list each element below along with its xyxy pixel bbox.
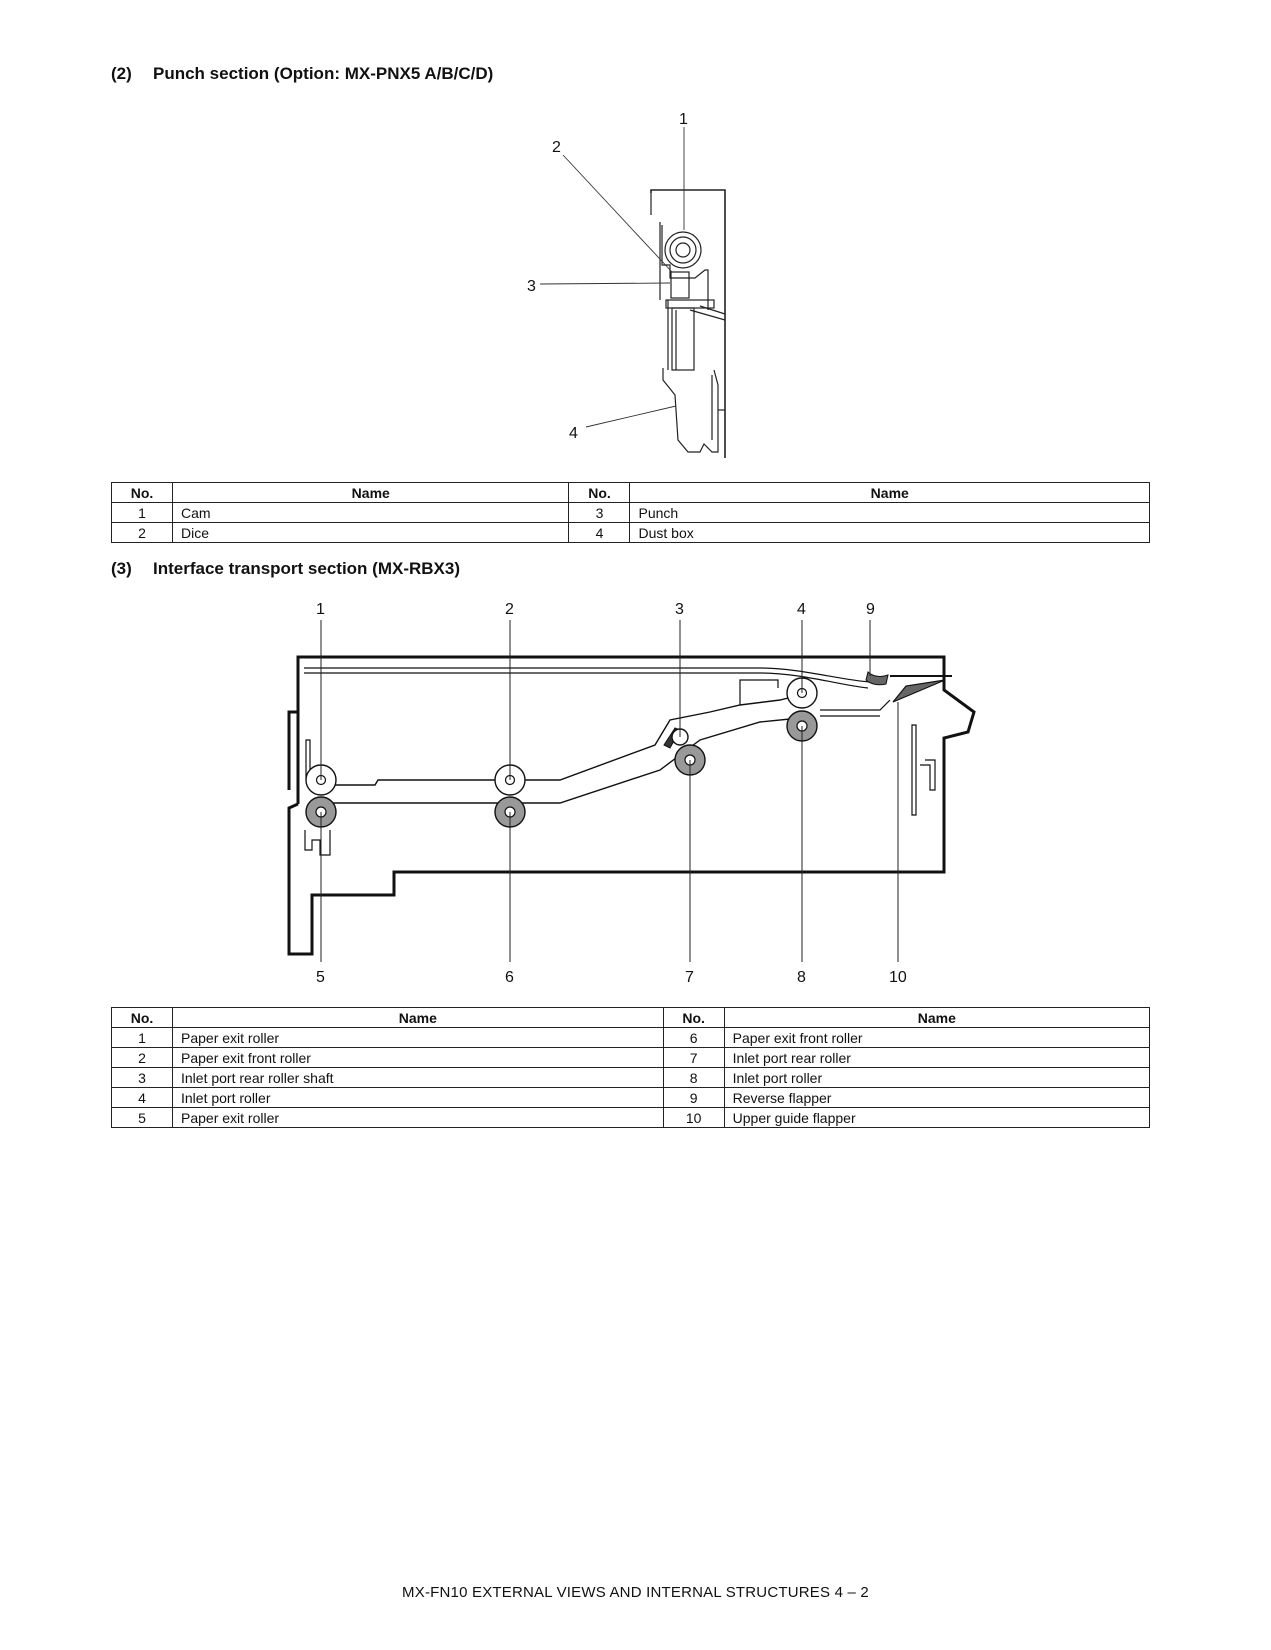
transport-callout-1: 1 (316, 601, 325, 618)
col-no: No. (569, 483, 630, 503)
punch-callout-3: 3 (527, 278, 536, 295)
cell-no: 3 (569, 503, 630, 523)
section2-heading (111, 64, 493, 84)
transport-callout-8: 8 (797, 969, 806, 986)
cell-no: 1 (112, 503, 173, 523)
transport-callout-5: 5 (316, 969, 325, 986)
col-name: Name (724, 1008, 1149, 1028)
table-row (112, 1108, 1150, 1128)
table-header-row (112, 483, 1150, 503)
roller-6 (495, 797, 525, 827)
cell-name: Paper exit roller (173, 1108, 664, 1128)
cell-name: Reverse flapper (724, 1088, 1149, 1108)
cell-no: 9 (663, 1088, 724, 1108)
table-row (112, 523, 1150, 543)
cell-no: 2 (112, 523, 173, 543)
dice-part (672, 308, 694, 370)
section2-number: (2) (111, 64, 132, 83)
punch-callout-4: 4 (569, 425, 578, 442)
punch-leader-lines (540, 127, 684, 427)
cell-name: Dice (173, 523, 569, 543)
cam-part (665, 232, 701, 268)
cell-no: 3 (112, 1068, 173, 1088)
roller-3-shaft (672, 729, 688, 745)
roller-7 (675, 745, 705, 775)
table-row (112, 1048, 1150, 1068)
punch-parts-table (111, 482, 1150, 543)
cell-name: Dust box (630, 523, 1150, 543)
table-header-row (112, 1008, 1150, 1028)
col-name: Name (173, 483, 569, 503)
col-name: Name (630, 483, 1150, 503)
cell-no: 7 (663, 1048, 724, 1068)
transport-callout-9: 9 (866, 601, 875, 618)
transport-callout-3: 3 (675, 601, 684, 618)
transport-callout-7: 7 (685, 969, 694, 986)
transport-callout-10: 10 (889, 969, 907, 986)
col-no: No. (112, 1008, 173, 1028)
transport-parts-table (111, 1007, 1150, 1128)
dust-box-part (663, 368, 718, 452)
transport-callout-4: 4 (797, 601, 806, 618)
roller-8 (787, 711, 817, 741)
cell-name: Paper exit front roller (173, 1048, 664, 1068)
reverse-flapper-part (866, 672, 888, 685)
cell-name: Inlet port rear roller (724, 1048, 1149, 1068)
punch-callout-1: 1 (679, 111, 688, 128)
section3-title: Interface transport section (MX-RBX3) (153, 559, 460, 578)
cell-name: Inlet port roller (173, 1088, 664, 1108)
cell-no: 8 (663, 1068, 724, 1088)
col-no: No. (112, 483, 173, 503)
cell-name: Paper exit roller (173, 1028, 664, 1048)
cell-no: 5 (112, 1108, 173, 1128)
punch-part (671, 272, 689, 298)
cell-name: Cam (173, 503, 569, 523)
section3-heading (111, 559, 460, 579)
cell-name: Paper exit front roller (724, 1028, 1149, 1048)
table-row (112, 1068, 1150, 1088)
transport-section-diagram (289, 657, 974, 954)
transport-callout-6: 6 (505, 969, 514, 986)
transport-callouts (316, 601, 907, 986)
cell-no: 10 (663, 1108, 724, 1128)
upper-guide-flapper-part (893, 680, 945, 702)
table-row (112, 503, 1150, 523)
cell-name: Upper guide flapper (724, 1108, 1149, 1128)
cell-name: Inlet port roller (724, 1068, 1149, 1088)
cell-no: 2 (112, 1048, 173, 1068)
roller-4 (787, 678, 817, 708)
cell-no: 4 (112, 1088, 173, 1108)
page-footer: MX-FN10 EXTERNAL VIEWS AND INTERNAL STRUCTURES 4 – 2 (402, 1584, 869, 1601)
section3-number: (3) (111, 559, 132, 578)
col-no: No. (663, 1008, 724, 1028)
cell-name: Inlet port rear roller shaft (173, 1068, 664, 1088)
roller-5 (306, 797, 336, 827)
punch-callouts (527, 111, 688, 442)
punch-callout-2: 2 (552, 139, 561, 156)
roller-2 (495, 765, 525, 795)
section2-title: Punch section (Option: MX-PNX5 A/B/C/D) (153, 64, 494, 83)
punch-section-diagram (651, 190, 725, 458)
transport-callout-2: 2 (505, 601, 514, 618)
col-name: Name (173, 1008, 664, 1028)
cell-no: 6 (663, 1028, 724, 1048)
cell-name: Punch (630, 503, 1150, 523)
roller-1 (306, 765, 336, 795)
cell-no: 4 (569, 523, 630, 543)
transport-leader-lines (321, 620, 898, 962)
table-row (112, 1088, 1150, 1108)
table-row (112, 1028, 1150, 1048)
cell-no: 1 (112, 1028, 173, 1048)
